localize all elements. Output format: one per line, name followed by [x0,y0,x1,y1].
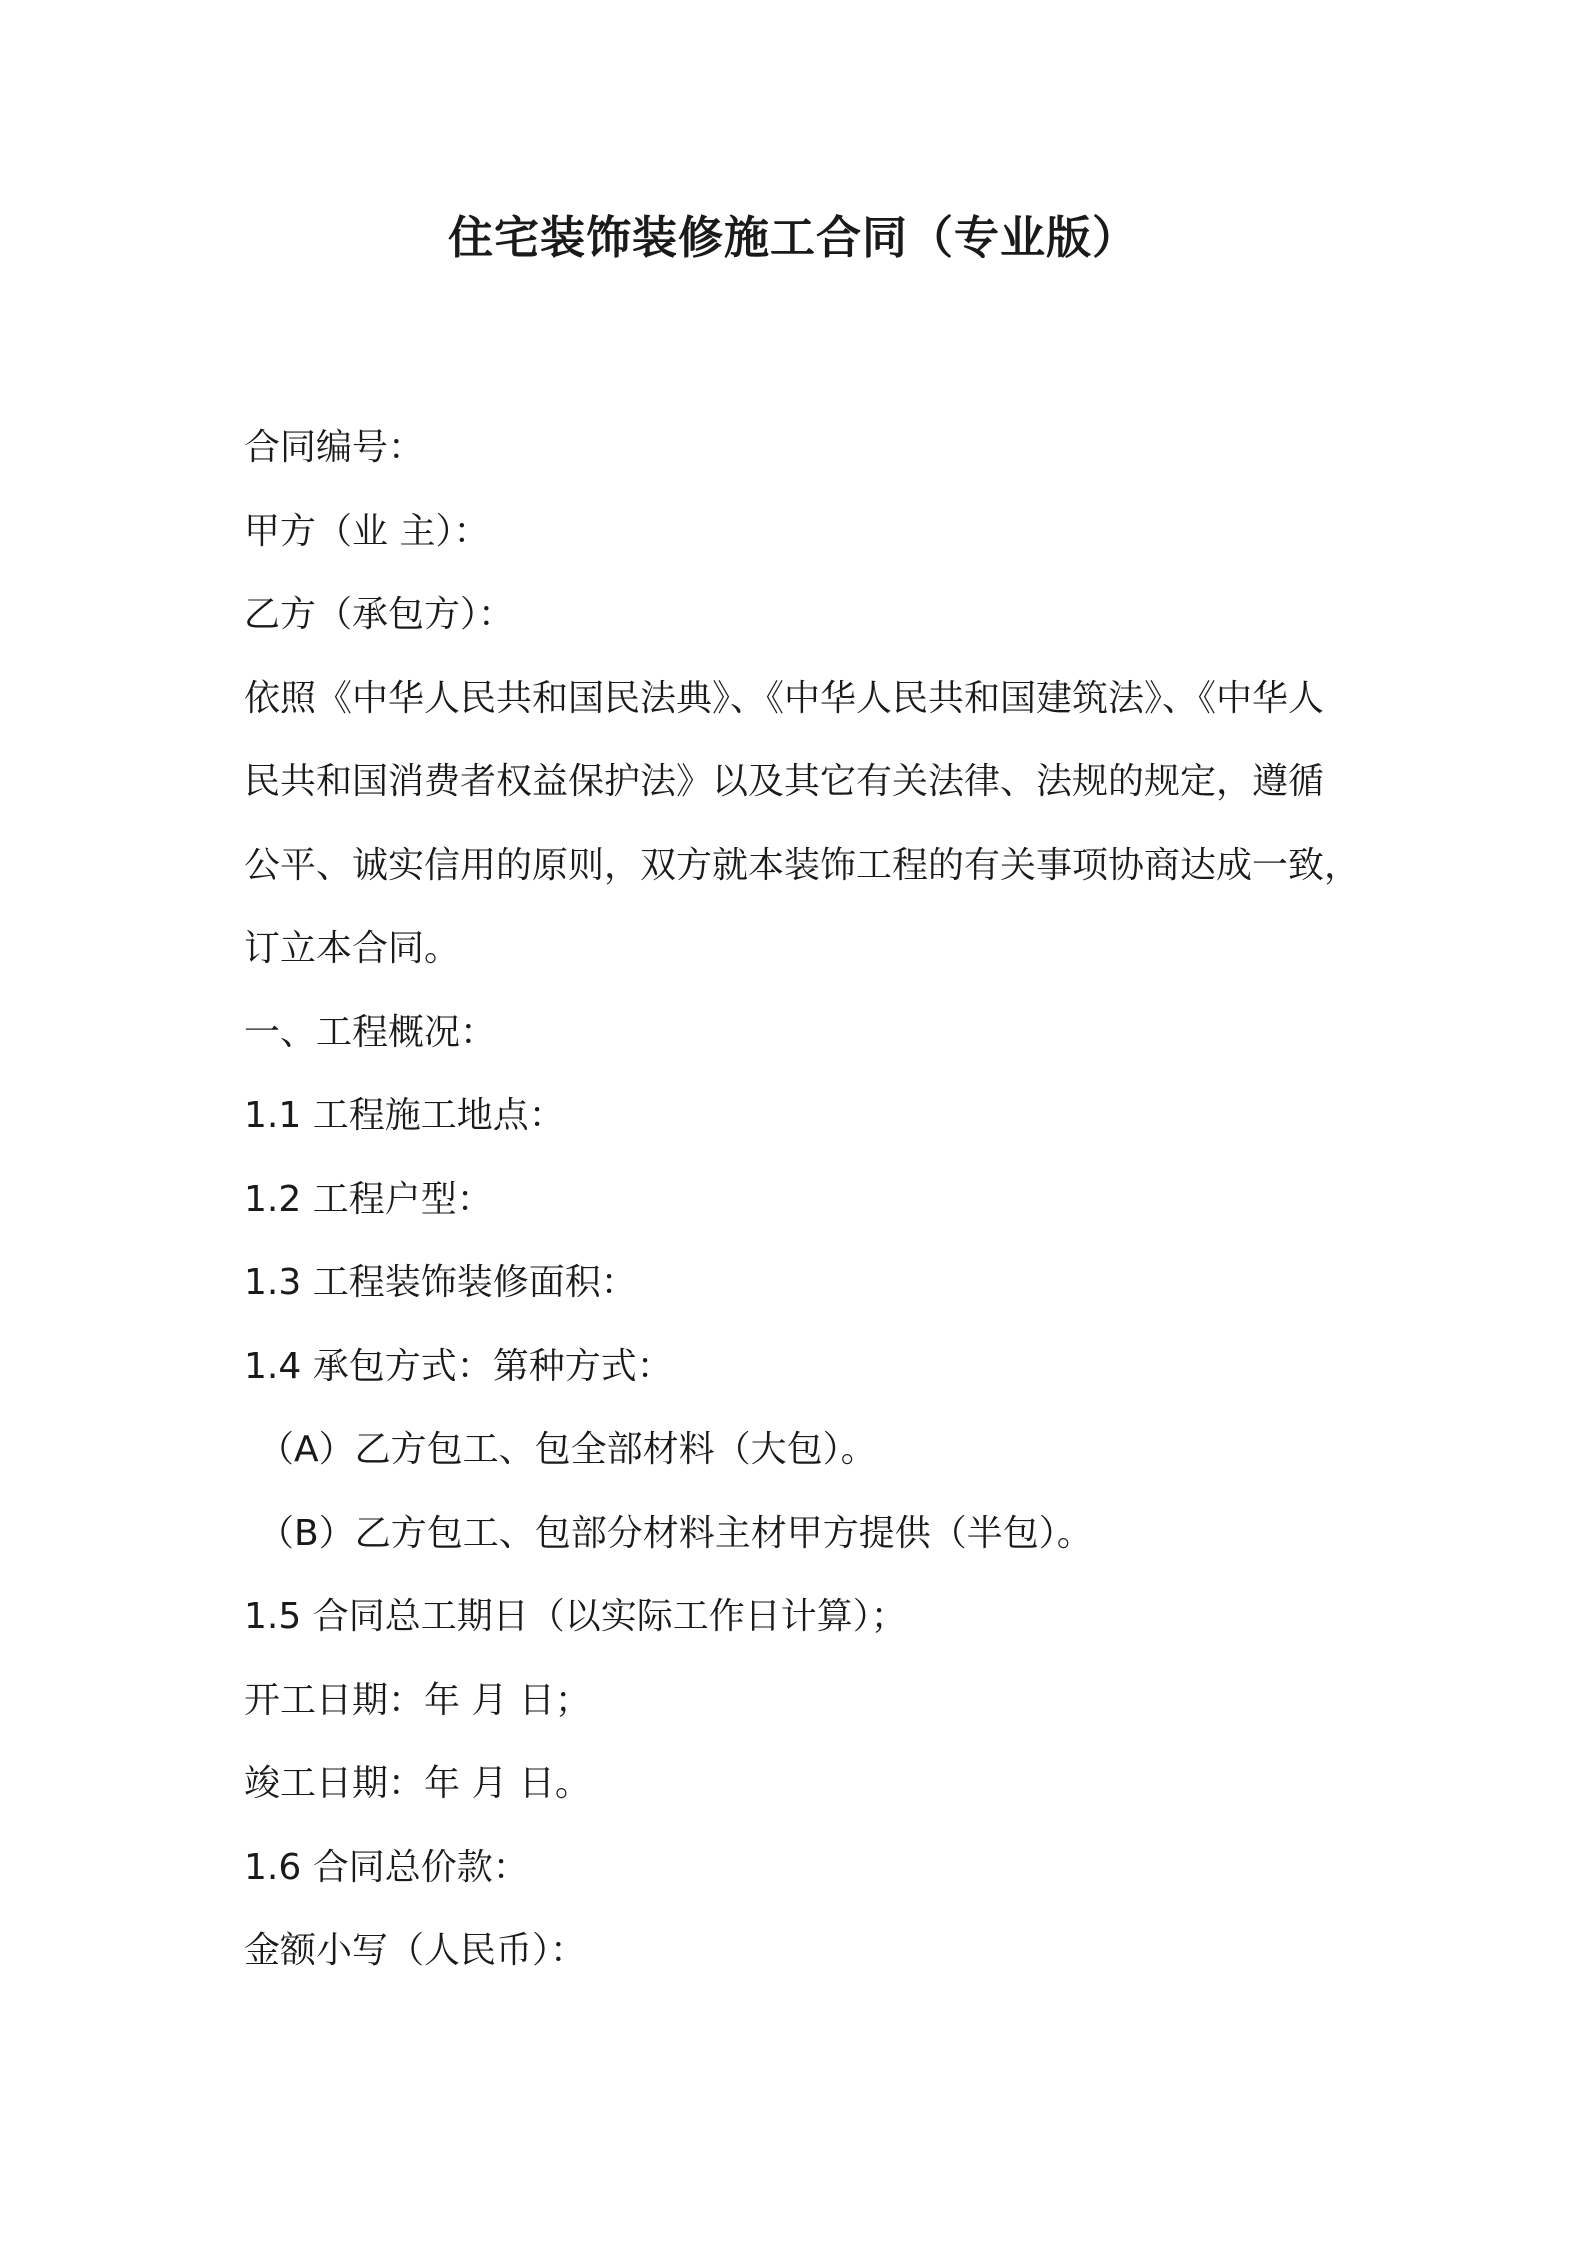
preamble-line: 依照《中华人民共和国民法典》、《中华人民共和国建筑法》、《中华人 [244,677,1325,719]
contract-title: 住宅装饰装修施工合同（专业版） [447,211,1138,264]
option-a: （A）乙方包工、包全部材料（大包）。 [258,1429,877,1470]
clause-1-1: 1.1 工程施工地点： [244,1095,565,1136]
party-a-label: 甲方（业 主）： [244,510,490,552]
clause-1-3: 1.3 工程装饰装修面积： [244,1262,637,1303]
option-b: （B）乙方包工、包部分材料主材甲方提供（半包）。 [258,1512,1093,1554]
contract-body [244,406,1361,1993]
section-heading: 一、工程概况： [244,1011,497,1053]
preamble-line: 公平、诚实信用的原则，双方就本装饰工程的有关事项协商达成一致， [244,844,1361,886]
clause-1-4: 1.4 承包方式：第种方式： [244,1345,673,1387]
preamble-line: 订立本合同。 [244,928,461,969]
clause-1-2: 1.2 工程户型： [244,1178,493,1220]
contract-number-label: 合同编号： [244,427,425,468]
party-b-label: 乙方（承包方）： [244,594,515,635]
start-date-label: 开工日期：年 月 日； [244,1679,591,1721]
clause-1-5: 1.5 合同总工期日（以实际工作日计算）； [244,1596,907,1637]
preamble-line: 民共和国消费者权益保护法》以及其它有关法律、法规的规定，遵循 [244,761,1325,802]
amount-label: 金额小写（人民币）： [244,1930,587,1971]
clause-1-6: 1.6 合同总价款： [244,1846,529,1888]
completion-date-label: 竣工日期：年 月 日。 [244,1763,591,1804]
